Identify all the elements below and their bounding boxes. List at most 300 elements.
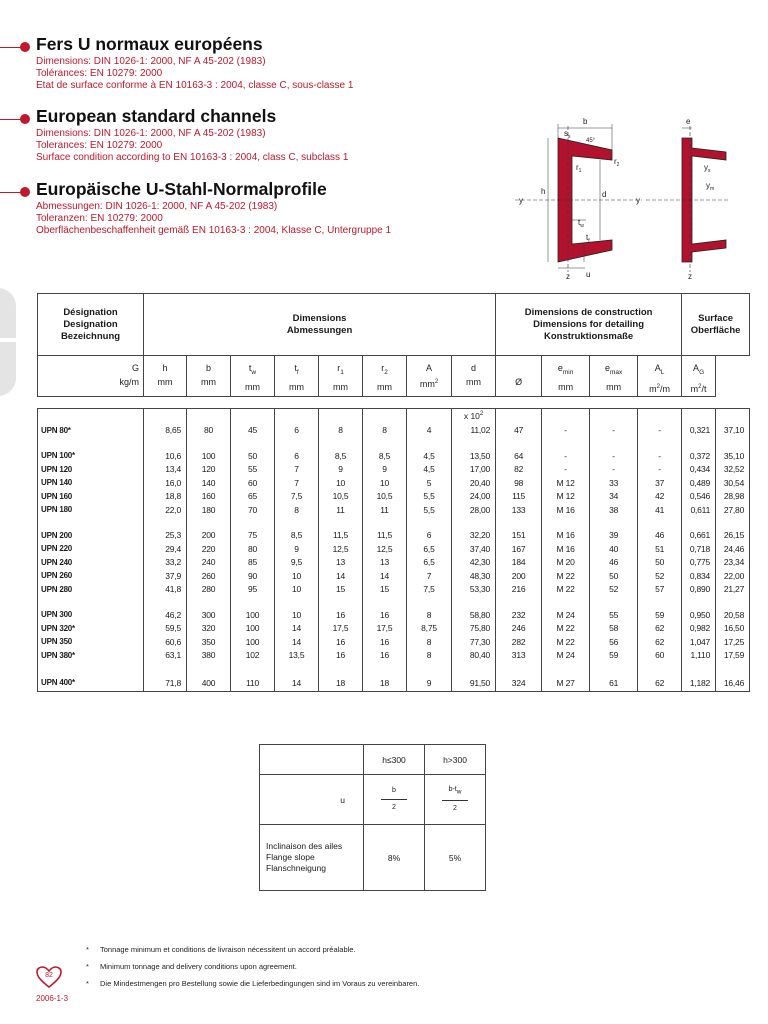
table-cell: 23,34 <box>716 555 750 569</box>
profile-table <box>37 293 750 692</box>
table-cell: 160 <box>187 489 231 503</box>
table-cell: 167 <box>496 542 542 556</box>
table-cell: M 24 <box>542 608 590 622</box>
slope-u-col1: $\frac{b}{2}$ <box>364 775 425 825</box>
table-cell: 27,80 <box>716 503 750 517</box>
slope-value-col1: 8% <box>364 825 425 891</box>
table-cell: 16 <box>319 608 363 622</box>
table-cell: 14 <box>275 674 319 692</box>
table-cell: 1,047 <box>682 635 716 649</box>
table-cell: 33 <box>590 476 638 490</box>
table-cell: 28,00 <box>452 503 496 517</box>
table-cell: 77,30 <box>452 635 496 649</box>
table-cell: 140 <box>187 476 231 490</box>
table-cell: 5,5 <box>407 489 452 503</box>
table-row <box>38 608 750 622</box>
table-cell: 5 <box>407 476 452 490</box>
spacer-row <box>38 516 750 528</box>
table-cell: 300 <box>187 608 231 622</box>
table-cell: 0,950 <box>682 608 716 622</box>
spec-line: Tolerances: EN 10279: 2000 <box>36 140 163 151</box>
table-cell: M 16 <box>542 528 590 542</box>
table-cell: 6 <box>275 423 319 437</box>
table-cell: 10,5 <box>363 489 407 503</box>
table-cell: 11 <box>363 503 407 517</box>
table-cell: 21,27 <box>716 582 750 596</box>
label-r2: $r_2$ <box>614 157 620 168</box>
slope-corner <box>260 745 364 775</box>
table-cell: 17,25 <box>716 635 750 649</box>
table-cell: 52 <box>590 582 638 596</box>
channel-section-diagram <box>510 112 730 282</box>
table-cell: 8 <box>275 503 319 517</box>
table-cell: 46,2 <box>144 608 187 622</box>
spec-line: Dimensions: DIN 1026-1: 2000, NF A 45-202 (1983) <box>36 56 266 67</box>
table-cell: 10,6 <box>144 449 187 463</box>
header-h: h mm <box>144 356 187 397</box>
table-cell: 16,0 <box>144 476 187 490</box>
table-cell: 46 <box>590 555 638 569</box>
page-number: 82 <box>45 972 53 979</box>
table-cell: 37,9 <box>144 569 187 583</box>
table-cell: 55 <box>231 462 275 476</box>
label-angle: 45° <box>586 138 596 144</box>
heading-title: European standard channels <box>36 106 277 126</box>
table-cell: - <box>542 449 590 463</box>
table-cell: 1,182 <box>682 674 716 692</box>
table-cell: 13,5 <box>275 648 319 662</box>
table-row <box>38 674 750 692</box>
table-cell: 12,5 <box>363 542 407 556</box>
table-cell: 40 <box>590 542 638 556</box>
table-cell: 46 <box>638 528 682 542</box>
table-cell: 60 <box>231 476 275 490</box>
table-cell: 32,52 <box>716 462 750 476</box>
table-row <box>38 635 750 649</box>
table-cell: 12,5 <box>319 542 363 556</box>
table-cell: 115 <box>496 489 542 503</box>
table-cell: 17,00 <box>452 462 496 476</box>
table-cell: 14 <box>319 569 363 583</box>
table-row <box>38 542 750 556</box>
table-cell: 30,54 <box>716 476 750 490</box>
table-cell: 240 <box>187 555 231 569</box>
table-cell: 48,30 <box>452 569 496 583</box>
slope-u-label: u <box>260 775 364 825</box>
table-cell: 70 <box>231 503 275 517</box>
table-cell: 38 <box>590 503 638 517</box>
table-cell: 5,5 <box>407 503 452 517</box>
label-y-2: y <box>636 196 640 205</box>
label-z: z <box>566 272 570 281</box>
table-cell: 53,30 <box>452 582 496 596</box>
table-cell: 14 <box>275 635 319 649</box>
table-cell: 11,5 <box>319 528 363 542</box>
header-d: d mm <box>452 356 496 397</box>
heading-lines <box>36 201 391 237</box>
table-cell: 8 <box>363 423 407 437</box>
row-designation: UPN 100* <box>38 449 144 463</box>
table-cell: 7 <box>275 462 319 476</box>
row-designation: UPN 200 <box>38 528 144 542</box>
table-cell: 9,5 <box>275 555 319 569</box>
table-cell: 20,40 <box>452 476 496 490</box>
table-cell: 184 <box>496 555 542 569</box>
table-cell: 59 <box>590 648 638 662</box>
table-cell: 16,46 <box>716 674 750 692</box>
table-cell: 71,8 <box>144 674 187 692</box>
table-cell: 200 <box>496 569 542 583</box>
table-cell: 75 <box>231 528 275 542</box>
table-cell: 60 <box>638 648 682 662</box>
table-cell: - <box>542 462 590 476</box>
table-cell: 8 <box>319 423 363 437</box>
table-cell: 35,10 <box>716 449 750 463</box>
table-cell: 65 <box>231 489 275 503</box>
table-cell: 0,775 <box>682 555 716 569</box>
table-row <box>38 555 750 569</box>
heading-lines <box>36 128 348 164</box>
table-cell: 102 <box>231 648 275 662</box>
table-cell: 0,546 <box>682 489 716 503</box>
table-cell: 15 <box>363 582 407 596</box>
table-cell: M 20 <box>542 555 590 569</box>
slope-label: Inclinaison des ailes Flange slope Flanschneigung <box>260 825 364 891</box>
table-cell: 9 <box>407 674 452 692</box>
table-cell: 4,5 <box>407 449 452 463</box>
table-cell: 22,00 <box>716 569 750 583</box>
row-designation: UPN 320* <box>38 621 144 635</box>
table-cell: 0,611 <box>682 503 716 517</box>
table-cell: 1,110 <box>682 648 716 662</box>
table-cell: M 22 <box>542 635 590 649</box>
table-cell: 28,98 <box>716 489 750 503</box>
label-ym: $y_m$ <box>706 181 715 192</box>
table-row <box>38 423 750 437</box>
label-u: u <box>586 270 591 279</box>
table-cell: 8 <box>407 635 452 649</box>
table-cell: 10 <box>275 608 319 622</box>
header-row-groups <box>38 294 750 356</box>
table-cell: - <box>590 423 638 437</box>
table-cell: 57 <box>638 582 682 596</box>
row-designation: UPN 380* <box>38 648 144 662</box>
table-cell: 75,80 <box>452 621 496 635</box>
header-al: $A_L$ $m^2/m$ <box>638 356 682 397</box>
unit-row <box>38 408 750 423</box>
header-construction: Dimensions de construction Dimensions for detailing Konstruktionsmaße <box>496 294 682 356</box>
table-cell: 11,5 <box>363 528 407 542</box>
table-cell: 282 <box>496 635 542 649</box>
table-cell: 8 <box>407 648 452 662</box>
table-cell: 16 <box>363 635 407 649</box>
header-ag: $A_G$ $m^2/t$ <box>682 356 716 397</box>
table-cell: 13 <box>363 555 407 569</box>
heading-title: Fers U normaux européens <box>36 34 263 54</box>
table-cell: 16,50 <box>716 621 750 635</box>
row-designation: UPN 240 <box>38 555 144 569</box>
row-designation: UPN 350 <box>38 635 144 649</box>
row-designation: UPN 300 <box>38 608 144 622</box>
row-designation: UPN 400* <box>38 674 144 692</box>
header-emax: $e_{max}$ mm <box>590 356 638 397</box>
table-row <box>38 582 750 596</box>
table-cell: 63,1 <box>144 648 187 662</box>
table-cell: 0,982 <box>682 621 716 635</box>
table-cell: 0,489 <box>682 476 716 490</box>
table-cell: 6 <box>407 528 452 542</box>
table-cell: 59,5 <box>144 621 187 635</box>
table-cell: M 12 <box>542 476 590 490</box>
label-b: b <box>583 117 588 126</box>
table-cell: 151 <box>496 528 542 542</box>
header-b: b mm <box>187 356 231 397</box>
table-cell: M 24 <box>542 648 590 662</box>
table-cell: 62 <box>638 635 682 649</box>
heading-rule <box>0 47 22 48</box>
slope-value-col2: 5% <box>425 825 486 891</box>
table-cell: 24,00 <box>452 489 496 503</box>
table-row <box>38 449 750 463</box>
table-cell: 400 <box>187 674 231 692</box>
table-cell: 232 <box>496 608 542 622</box>
table-cell: 10 <box>275 569 319 583</box>
table-cell: 17,5 <box>363 621 407 635</box>
label-tf: $t_f$ <box>586 233 590 244</box>
table-cell: 80 <box>231 542 275 556</box>
table-cell: 16 <box>319 648 363 662</box>
table-cell: 18 <box>363 674 407 692</box>
table-cell: 380 <box>187 648 231 662</box>
table-cell: 37,40 <box>452 542 496 556</box>
table-row <box>38 476 750 490</box>
table-cell: - <box>590 449 638 463</box>
table-cell: 6 <box>275 449 319 463</box>
table-cell: 34 <box>590 489 638 503</box>
table-cell: - <box>638 462 682 476</box>
header-r2: $r_2$ mm <box>363 356 407 397</box>
table-cell: - <box>542 423 590 437</box>
table-cell: 18 <box>319 674 363 692</box>
table-cell: 17,5 <box>319 621 363 635</box>
bullet-icon <box>20 114 30 124</box>
table-cell: 26,15 <box>716 528 750 542</box>
table-cell: 90 <box>231 569 275 583</box>
header-g: G kg/m <box>38 356 144 397</box>
table-cell: 80,40 <box>452 648 496 662</box>
header-surface: Surface Oberfläche <box>682 294 750 356</box>
table-row <box>38 503 750 517</box>
table-cell: 62 <box>638 621 682 635</box>
label-z-2: z <box>688 272 692 281</box>
table-cell: 4 <box>407 423 452 437</box>
table-cell: 13,50 <box>452 449 496 463</box>
heading-rule <box>0 119 22 120</box>
row-designation: UPN 80* <box>38 423 144 437</box>
table-row <box>38 489 750 503</box>
table-cell: 64 <box>496 449 542 463</box>
table-row <box>38 648 750 662</box>
table-cell: 220 <box>187 542 231 556</box>
table-cell: 20,58 <box>716 608 750 622</box>
table-cell: 133 <box>496 503 542 517</box>
table-cell: 61 <box>590 674 638 692</box>
table-cell: 0,661 <box>682 528 716 542</box>
table-cell: 37,10 <box>716 423 750 437</box>
table-cell: 50 <box>590 569 638 583</box>
table-cell: 14 <box>363 569 407 583</box>
table-cell: 9 <box>319 462 363 476</box>
table-cell: 7,5 <box>275 489 319 503</box>
table-row <box>38 569 750 583</box>
table-cell: M 16 <box>542 503 590 517</box>
header-r1: $r_1$ mm <box>319 356 363 397</box>
table-cell: 180 <box>187 503 231 517</box>
table-cell: 16 <box>363 648 407 662</box>
table-cell: 45 <box>231 423 275 437</box>
spacer-row <box>38 596 750 608</box>
spacer-row <box>38 437 750 449</box>
table-cell: 8,5 <box>319 449 363 463</box>
bullet-icon <box>20 187 30 197</box>
table-cell: 58 <box>590 621 638 635</box>
table-cell: 58,80 <box>452 608 496 622</box>
spec-line: Toleranzen: EN 10279: 2000 <box>36 213 163 224</box>
table-cell: 85 <box>231 555 275 569</box>
table-cell: 100 <box>231 608 275 622</box>
table-cell: 7,5 <box>407 582 452 596</box>
table-cell: M 16 <box>542 542 590 556</box>
table-cell: 8,75 <box>407 621 452 635</box>
row-designation: UPN 120 <box>38 462 144 476</box>
table-cell: 47 <box>496 423 542 437</box>
table-cell: 110 <box>231 674 275 692</box>
slope-u-col2: $\frac{b-tw}{2}$ <box>425 775 486 825</box>
table-cell: 9 <box>275 542 319 556</box>
table-cell: 15 <box>319 582 363 596</box>
label-y: y <box>519 196 523 205</box>
spec-line: Oberflächenbeschaffenheit gemäß EN 10163-3 : 2004, Klasse C, Untergruppe 1 <box>36 225 392 236</box>
label-e: e <box>686 117 691 126</box>
table-cell: 41,8 <box>144 582 187 596</box>
heading-title: Europäische U-Stahl-Normalprofile <box>36 179 327 199</box>
row-designation: UPN 140 <box>38 476 144 490</box>
table-cell: 42 <box>638 489 682 503</box>
table-cell: 280 <box>187 582 231 596</box>
table-cell: 100 <box>231 621 275 635</box>
table-cell: 10,5 <box>319 489 363 503</box>
table-cell: 80 <box>187 423 231 437</box>
spec-line: Tolérances: EN 10279: 2000 <box>36 68 163 79</box>
side-tab <box>0 288 16 396</box>
table-cell: 41 <box>638 503 682 517</box>
footnotes <box>86 941 419 992</box>
header-phi: Ø <box>496 356 542 397</box>
channel-section-svg <box>510 112 730 282</box>
row-designation: UPN 160 <box>38 489 144 503</box>
table-cell: 0,890 <box>682 582 716 596</box>
table-cell: 14 <box>275 621 319 635</box>
header-dimensions: Dimensions Abmessungen <box>144 294 496 356</box>
table-cell: 11 <box>319 503 363 517</box>
table-cell: 55 <box>590 608 638 622</box>
table-cell: 50 <box>231 449 275 463</box>
table-cell: 7 <box>407 569 452 583</box>
heading-lines <box>36 56 353 92</box>
heading-rule <box>0 192 22 193</box>
table-cell: 100 <box>187 449 231 463</box>
table-cell: 13 <box>319 555 363 569</box>
label-d: d <box>602 190 607 199</box>
slope-header-col2: h>300 <box>425 745 486 775</box>
table-cell: 320 <box>187 621 231 635</box>
table-row <box>38 528 750 542</box>
table-cell: 216 <box>496 582 542 596</box>
table-cell: 42,30 <box>452 555 496 569</box>
table-cell: 37 <box>638 476 682 490</box>
table-cell: 32,20 <box>452 528 496 542</box>
table-cell: 0,718 <box>682 542 716 556</box>
table-cell: 59 <box>638 608 682 622</box>
table-cell: 6,5 <box>407 555 452 569</box>
header-tw: $t_w$ mm <box>231 356 275 397</box>
table-cell: 33,2 <box>144 555 187 569</box>
label-tw: $t_w$ <box>578 218 584 229</box>
table-row <box>38 462 750 476</box>
table-cell: 7 <box>275 476 319 490</box>
label-r1: $r_1$ <box>576 163 582 174</box>
table-cell: 62 <box>638 674 682 692</box>
table-cell: 8 <box>407 608 452 622</box>
table-cell: 39 <box>590 528 638 542</box>
bullet-icon <box>20 42 30 52</box>
table-cell: - <box>590 462 638 476</box>
spec-line: Dimensions: DIN 1026-1: 2000, NF A 45-202 (1983) <box>36 128 266 139</box>
label-ss: $s_s$ <box>564 129 571 140</box>
table-cell: 0,834 <box>682 569 716 583</box>
table-cell: M 22 <box>542 621 590 635</box>
table-cell: 10 <box>275 582 319 596</box>
table-cell: 350 <box>187 635 231 649</box>
table-cell: 100 <box>231 635 275 649</box>
table-cell: 91,50 <box>452 674 496 692</box>
table-cell: 10 <box>363 476 407 490</box>
table-cell: M 27 <box>542 674 590 692</box>
flange-slope-table <box>259 744 486 891</box>
table-cell: 50 <box>638 555 682 569</box>
footnote: * Minimum tonnage and delivery conditions upon agreement. <box>86 962 297 971</box>
table-cell: 8,65 <box>144 423 187 437</box>
table-cell: 95 <box>231 582 275 596</box>
row-designation: UPN 220 <box>38 542 144 556</box>
spec-line: Etat de surface conforme à EN 10163-3 : 2004, classe C, sous-classe 1 <box>36 80 354 91</box>
table-cell: 9 <box>363 462 407 476</box>
label-h: h <box>541 187 546 196</box>
table-cell: 246 <box>496 621 542 635</box>
row-designation: UPN 180 <box>38 503 144 517</box>
table-cell: 0,372 <box>682 449 716 463</box>
table-cell: M 12 <box>542 489 590 503</box>
header-tf: $t_f$ mm <box>275 356 319 397</box>
table-cell: 6,5 <box>407 542 452 556</box>
table-cell: 0,321 <box>682 423 716 437</box>
table-cell: 17,59 <box>716 648 750 662</box>
table-cell: 56 <box>590 635 638 649</box>
table-cell: 8,5 <box>275 528 319 542</box>
table-cell: 10 <box>319 476 363 490</box>
table-cell: 4,5 <box>407 462 452 476</box>
header-a: A $mm^2$ <box>407 356 452 397</box>
